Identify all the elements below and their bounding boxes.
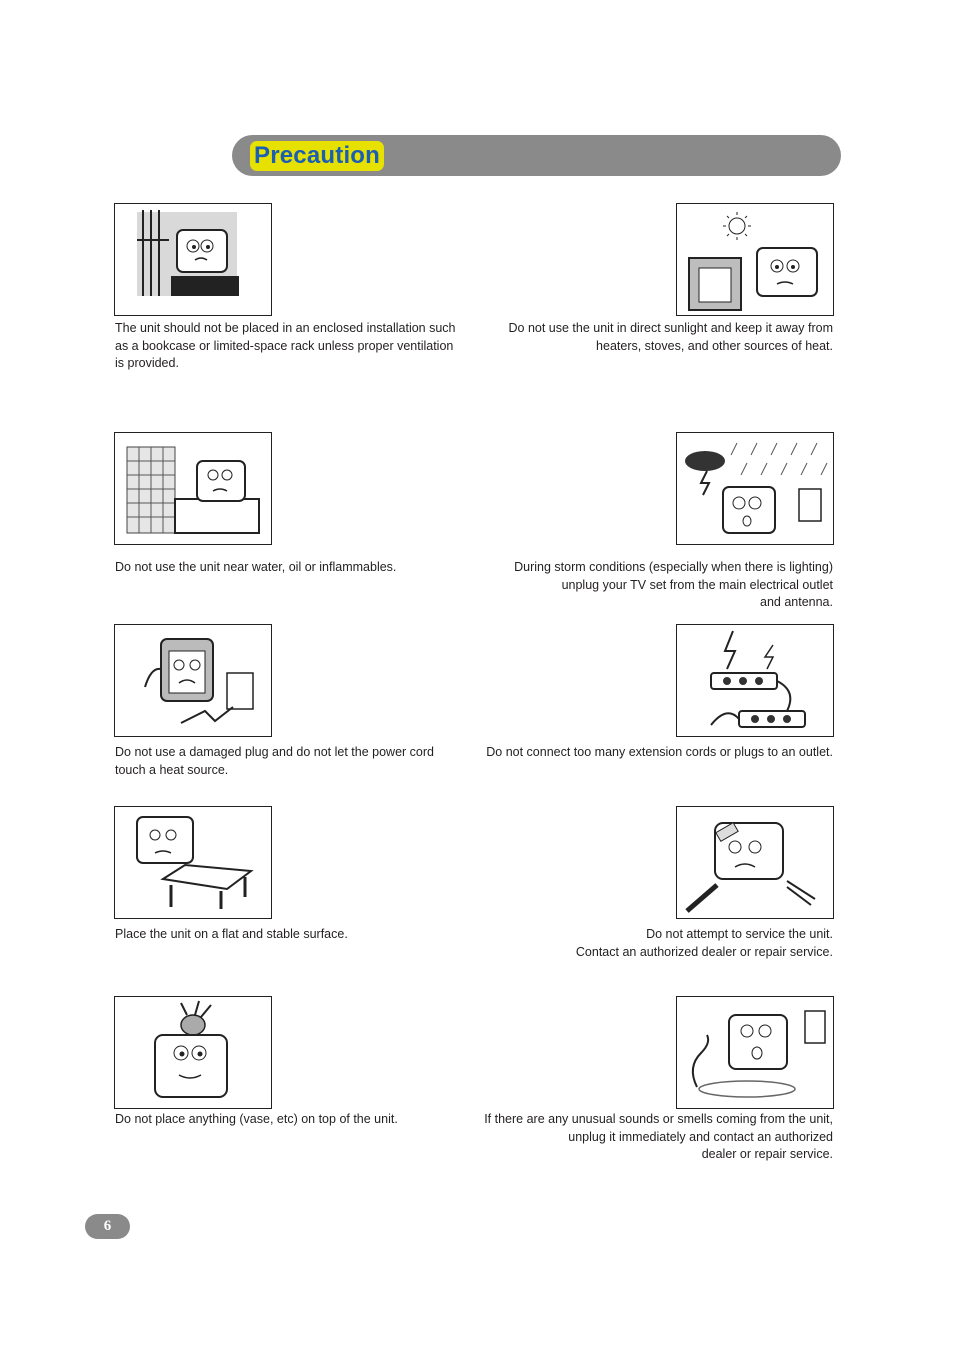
caption-enclosed-installation: The unit should not be placed in an enclosed installation such as a bookcase or limited-space rack unless proper ventilation is provided. — [115, 321, 456, 370]
flat-surface-illustration — [114, 806, 272, 919]
caption-damaged-plug: Do not use a damaged plug and do not let the power cord touch a heat source. — [115, 745, 434, 777]
caption-sunlight-heat: Do not use the unit in direct sunlight and keep it away from heaters, stoves, and other sources of heat. — [508, 321, 833, 353]
caption-water-oil: Do not use the unit near water, oil or inflammables. — [115, 560, 397, 574]
page-title: Precaution — [250, 141, 384, 171]
damaged-plug-illustration — [114, 624, 272, 737]
caption-no-objects-on-top: Do not place anything (vase, etc) on top of the unit. — [115, 1112, 398, 1126]
extension-cords-illustration — [676, 624, 834, 737]
caption-extension-cords: Do not connect too many extension cords or plugs to an outlet. — [486, 745, 833, 759]
sunlight-heat-illustration — [676, 203, 834, 316]
enclosed-installation-illustration — [114, 203, 272, 316]
unusual-sounds-illustration — [676, 996, 834, 1109]
caption-no-service: Do not attempt to service the unit. Contact an authorized dealer or repair service. — [575, 927, 833, 959]
caption-storm: During storm conditions (especially when there is lighting) unplug your TV set from the main electrical outlet and antenna. — [514, 560, 833, 609]
water-oil-illustration — [114, 432, 272, 545]
caption-flat-surface: Place the unit on a flat and stable surface. — [115, 927, 348, 941]
caption-unusual-sounds: If there are any unusual sounds or smells coming from the unit, unplug it immediately and contact an authorized dealer or repair service. — [484, 1112, 833, 1161]
section-banner — [232, 135, 841, 176]
storm-illustration — [676, 432, 834, 545]
no-service-illustration — [676, 806, 834, 919]
page-number: 6 — [85, 1214, 130, 1239]
no-objects-on-top-illustration — [114, 996, 272, 1109]
